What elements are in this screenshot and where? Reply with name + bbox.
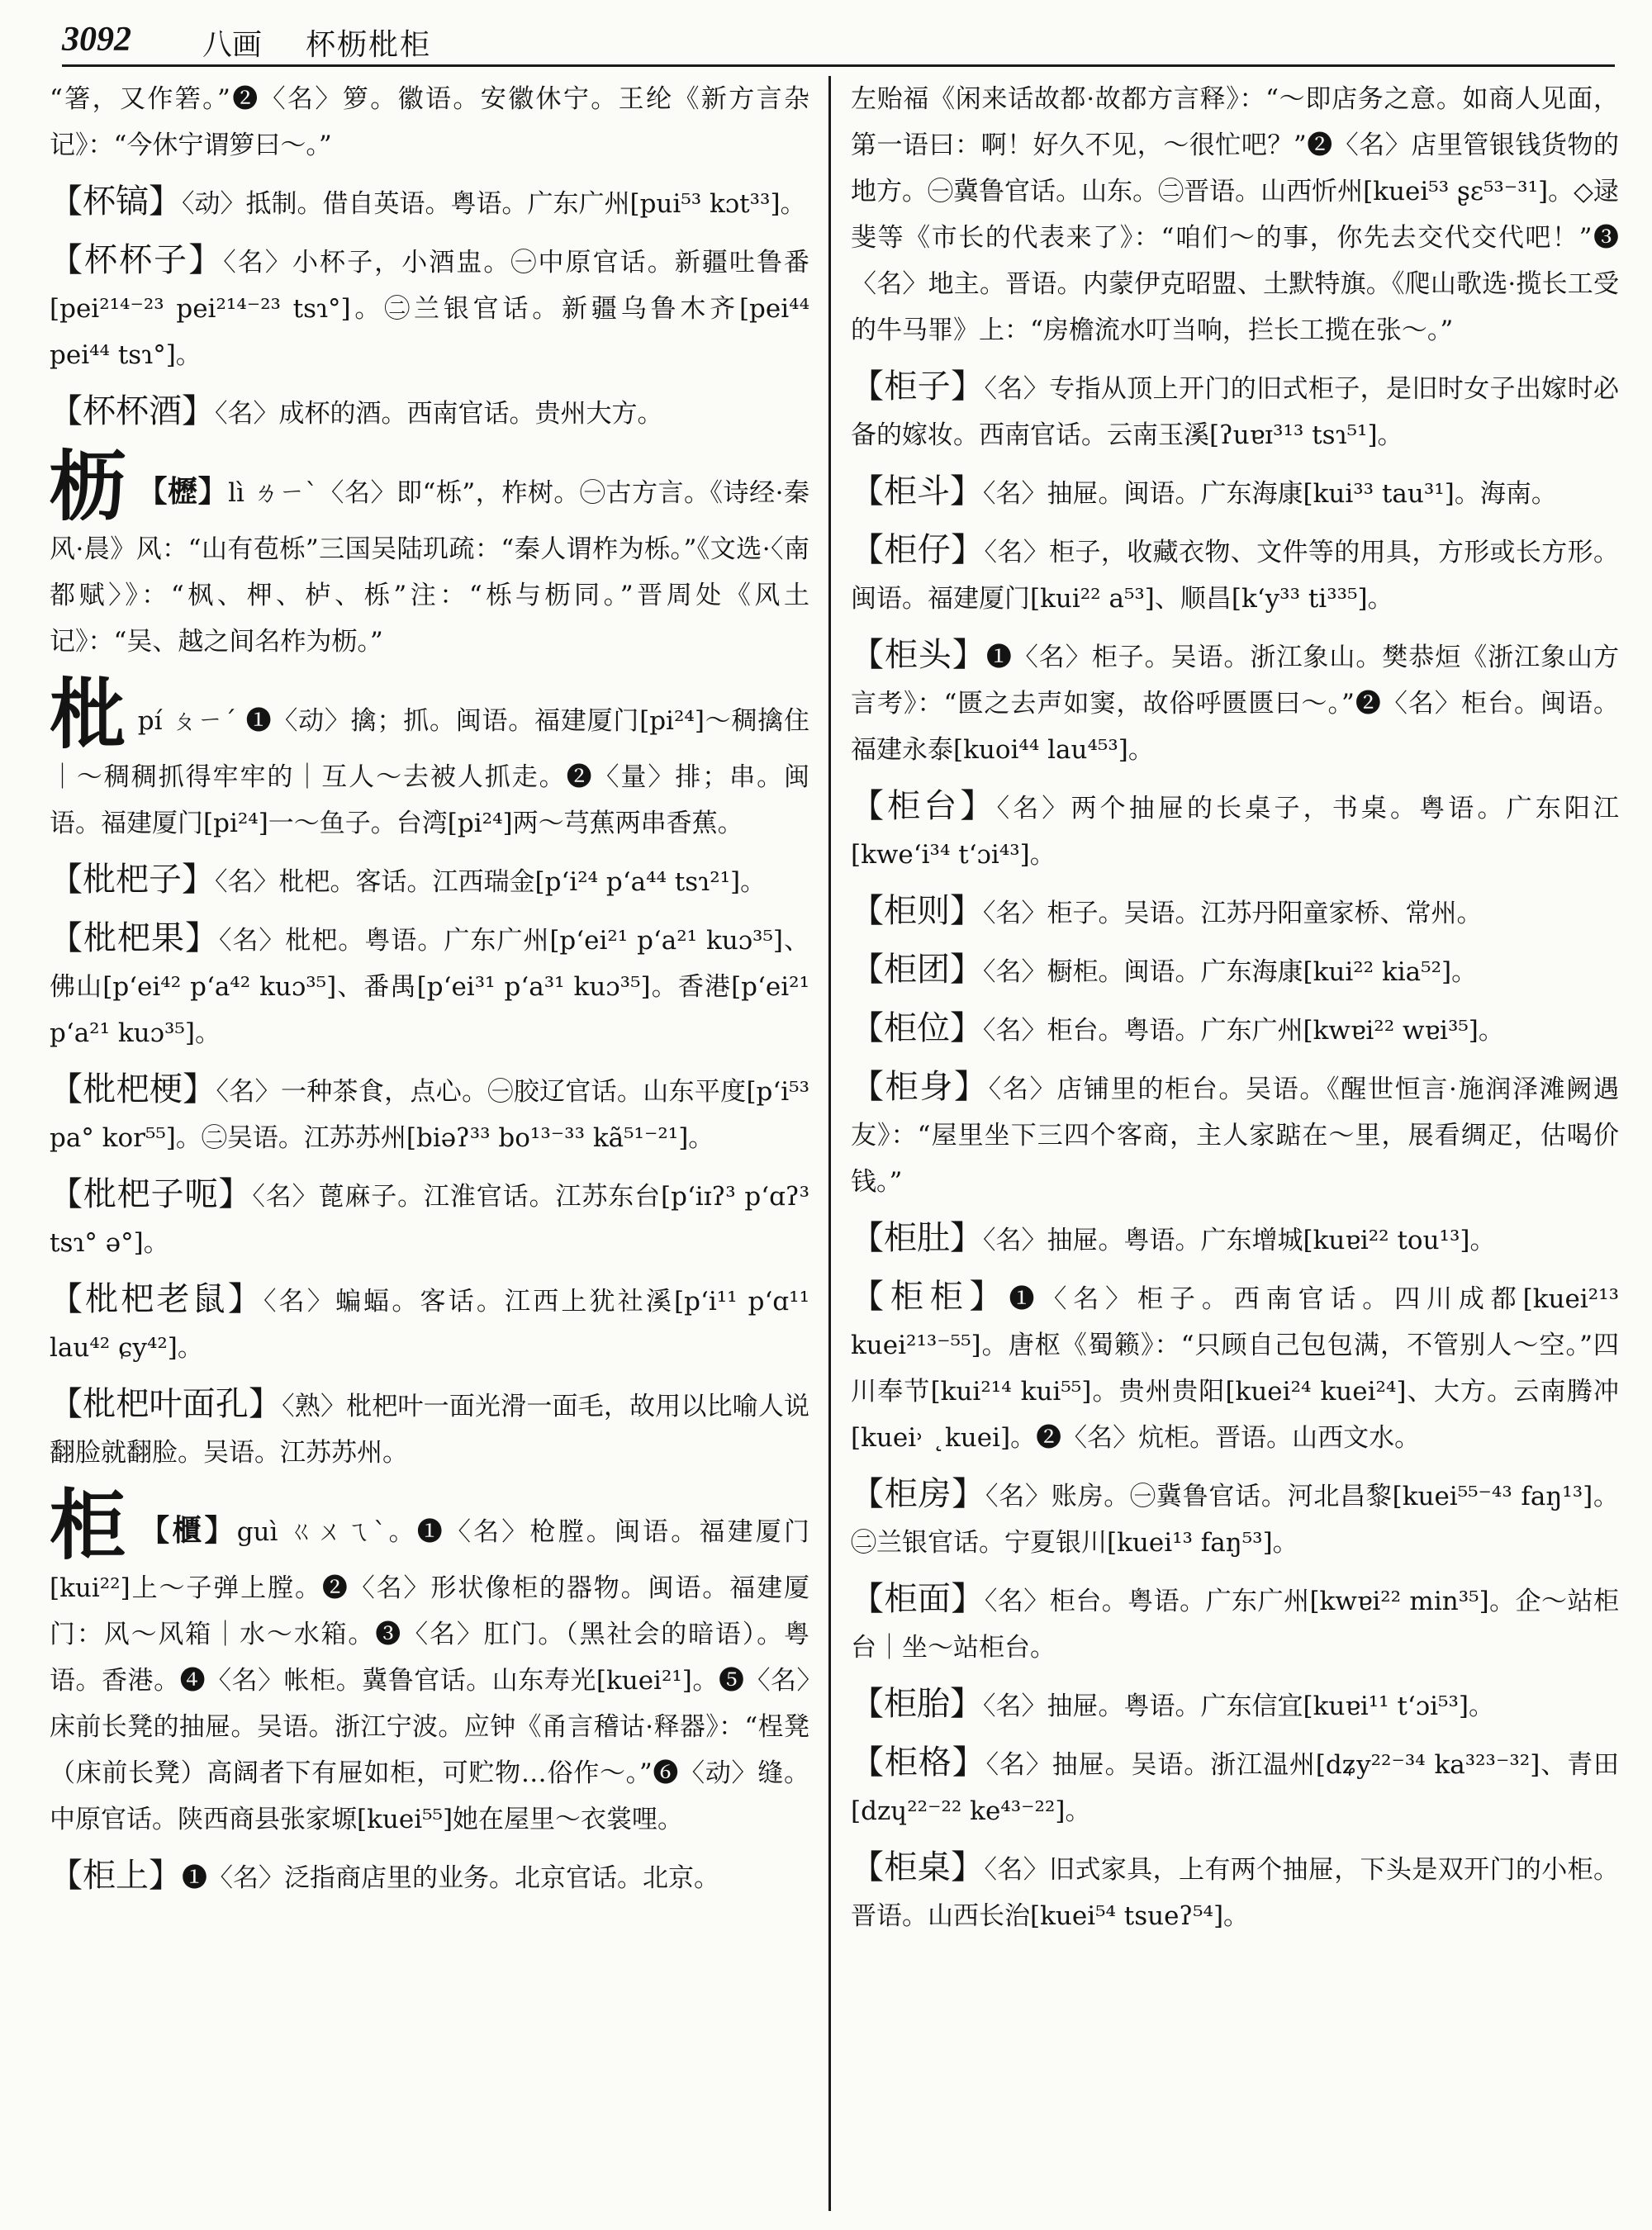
- character-entry: [50, 670, 809, 847]
- dictionary-entry: [851, 632, 1619, 773]
- entry-headword: 【柜则】: [851, 892, 983, 930]
- entry-headword: 【柜身】: [851, 1068, 989, 1106]
- character-entry: [50, 1481, 809, 1843]
- dictionary-entry: [851, 1576, 1619, 1671]
- column-divider: [828, 76, 831, 2211]
- dictionary-entry: [50, 1066, 809, 1161]
- entry-body: 〈名〉成杯的酒。西南官话。贵州大方。: [215, 399, 663, 429]
- entry-body: 〈名〉抽屉。吴语。浙江温州[dʑy²²⁻³⁴ ka³²³⁻³²]、青田[dzɥ²²⁻²² ke⁴³⁻²²]。: [851, 1750, 1619, 1826]
- entry-body: 〈动〉抵制。借自英语。粤语。广东广州[pui⁵³ kɔt³³]。: [182, 189, 806, 219]
- entry-headword: 【杯杯酒】: [50, 392, 215, 430]
- dictionary-entry: [851, 1739, 1619, 1834]
- variant-form: 【櫪】: [137, 474, 229, 509]
- variant-form: 【櫃】: [140, 1513, 237, 1548]
- header-characters: 杯枥枇柜: [306, 28, 432, 62]
- entry-continuation: 左贻福《闲来话故都·故都方言释》：“～即店务之意。如商人见面，第一语曰：啊！好久不见，～很忙吧？”❷〈名〉店里管银钱货物的地方。㊀冀鲁官话。山东。㊁晋语。山西忻州[kuei⁵³ ʂɛ⁵³⁻³¹]。◇逯斐等《市长的代表来了》：“咱们～的事，你先去交代交代吧！”❸〈名〉地主。晋语。内蒙伊克昭盟、土默特旗。《爬山歌选·揽长工受的牛马罪》上：“房檐流水叮当响，拦长工揽在张～。”: [851, 84, 1619, 345]
- dictionary-entry: [851, 1681, 1619, 1729]
- entry-headword: 【杯杯子】: [50, 241, 224, 279]
- right-column: [851, 76, 1619, 1949]
- entry-body: pí ㄆㄧˊ ❶〈动〉擒；抓。闽语。福建厦门[pi²⁴]～稠擒住｜～稠稠抓得牢牢的｜互人～去被人抓走。❷〈量〉排；串。闽语。福建厦门[pi²⁴]一～鱼子。台湾[pi²⁴]两～芎蕉两串香蕉。: [50, 706, 809, 838]
- entry-body: ❶〈名〉泛指商店里的业务。北京官话。北京。: [182, 1863, 719, 1893]
- entry-body: 〈名〉蓖麻子。江淮官话。江苏东台[p‘iɪʔ³ p‘ɑʔ³ tsɿ° ə°]。: [50, 1182, 809, 1258]
- entry-headword: 【杯镐】: [50, 183, 182, 221]
- entry-body: 〈名〉旧式家具，上有两个抽屉，下头是双开门的小柜。晋语。山西长治[kuei⁵⁴ tsueʔ⁵⁴]。: [851, 1855, 1619, 1931]
- entry-body: 〈名〉一种茶食，点心。㊀胶辽官话。山东平度[p‘i⁵³ pa° kor⁵⁵]。㊁吴语。江苏苏州[biəʔ³³ bo¹³⁻³³ kã⁵¹⁻²¹]。: [50, 1077, 810, 1153]
- dictionary-entry: [851, 783, 1619, 878]
- header-rule: [62, 64, 1615, 67]
- entry-headword: 【柜仔】: [851, 531, 985, 569]
- entry-body: 〈名〉柜子。吴语。江苏丹阳童家桥、常州。: [983, 899, 1483, 928]
- entry-headword: 【枇杷老鼠】: [50, 1280, 264, 1318]
- dictionary-entry: [851, 888, 1619, 937]
- entry-body: 〈名〉抽屉。粤语。广东信宜[kuɐi¹¹ t‘ɔi⁵³]。: [983, 1691, 1494, 1721]
- page-header: [62, 15, 1615, 64]
- entry-body: 〈名〉枇杷。客话。江西瑞金[p‘i²⁴ p‘a⁴⁴ tsɿ²¹]。: [215, 867, 767, 897]
- entry-headword: 【枇杷果】: [50, 919, 219, 957]
- dictionary-entry: [851, 1844, 1619, 1939]
- entry-headword: 【柜位】: [851, 1009, 983, 1047]
- dictionary-entry: [50, 1276, 809, 1371]
- entry-headword: 【柜子】: [851, 368, 985, 406]
- left-column: [50, 76, 809, 1911]
- dictionary-entry: [851, 1215, 1619, 1264]
- dictionary-entry: [50, 388, 809, 437]
- entry-body: 〈名〉专指从顶上开门的旧式柜子，是旧时女子出嫁时必备的嫁妆。西南官话。云南玉溪[ʔuɐɪ³¹³ tsɿ⁵¹]。: [851, 374, 1619, 450]
- entry-body: 〈熟〉枇杷叶一面光滑一面毛，故用以比喻人说翻脸就翻脸。吴语。江苏苏州。: [50, 1392, 810, 1468]
- entry-headword: 【柜肚】: [851, 1219, 983, 1257]
- entry-body: guì ㄍㄨㄟˋ。❶〈名〉枪膛。闽语。福建厦门[kui²²]上～子弹上膛。❷〈名〉形状像柜的器物。闽语。福建厦门：风～风箱｜水～水箱。❸〈名〉肛门。（黑社会的暗语）。粤语。香港。❹〈名〉帐柜。冀鲁官话。山东寿光[kuei²¹]。❺〈名〉床前长凳的抽屉。吴语。浙江宁波。应钟《甬言稽诂·释器》：“桯凳（床前长凳）高阔者下有屉如柜，可贮物…俗作～。”❻〈动〉缝。中原官话。陕西商县张家塬[kuei⁵⁵]她在屋里～衣裳哩。: [50, 1517, 809, 1834]
- entry-body: lì ㄌㄧˋ〈名〉即“栎”，柞树。㊀古方言。《诗经·秦风·晨》风：“山有苞栎”三国吴陆玑疏：“秦人谓柞为栎。”《文选·〈南都赋〉》：“枫、柙、栌、栎”注：“栎与枥同。”晋周处《风土记》：“吴、越之间名柞为枥。”: [50, 478, 809, 657]
- entry-body: 〈名〉柜台。粤语。广东广州[kwɐi²² wɐi³⁵]。: [983, 1016, 1504, 1046]
- entry-headword: 【柜上】: [50, 1857, 182, 1895]
- entry-body: 〈名〉两个抽屉的长桌子，书桌。粤语。广东阳江[kwe‘i³⁴ t‘ɔi⁴³]。: [851, 794, 1620, 870]
- entry-headword: 【柜台】: [851, 787, 997, 825]
- dictionary-entry: [851, 527, 1619, 622]
- entry-body: ❶〈名〉柜子。西南官话。四川成都[kuei²¹³ kuei²¹³⁻⁵⁵]。唐枢《蜀籁》：“只顾自己包包满，不管别人～空。”四川奉节[kui²¹⁴ kui⁵⁵]。贵州贵阳[kuei²⁴ kuei²⁴]、大方。云南腾冲[kuei˒ ˛kuei]。❷〈名〉炕柜。晋语。山西文水。: [851, 1284, 1620, 1453]
- dictionary-entry: [851, 468, 1619, 517]
- entry-body: 〈名〉橱柜。闽语。广东海康[kui²² kia⁵²]。: [983, 957, 1478, 987]
- dictionary-entry: [50, 915, 809, 1056]
- entry-headword: 【枇杷梗】: [50, 1070, 216, 1108]
- dictionary-entry: [50, 1171, 809, 1266]
- entry-body: 〈名〉枇杷。粤语。广东广州[p‘ei²¹ p‘a²¹ kuɔ³⁵]、佛山[p‘ei⁴² p‘a⁴² kuɔ³⁵]、番禺[p‘ei³¹ p‘a³¹ kuɔ³⁵]。香港[p‘ei²¹ p‘a²¹ kuɔ³⁵]。: [50, 926, 809, 1048]
- entry-headword: 【柜房】: [851, 1475, 986, 1513]
- dictionary-entry: [50, 856, 809, 905]
- entry-body: 〈名〉小杯子，小酒盅。㊀中原官话。新疆吐鲁番[pei²¹⁴⁻²³ pei²¹⁴⁻²³ tsɿ°]。㊁兰银官话。新疆乌鲁木齐[pei⁴⁴ pei⁴⁴ tsɿ°]。: [50, 248, 810, 370]
- dictionary-entry: [851, 1471, 1619, 1566]
- entry-body: 〈名〉店铺里的柜台。吴语。《醒世恒言·施润泽滩阙遇友》：“屋里坐下三四个客商，主人家踮在～里，展看绸疋，估喝价钱。”: [851, 1075, 1619, 1197]
- page-number: 3092: [62, 21, 131, 59]
- dictionary-entry: [851, 363, 1619, 458]
- entry-body: 〈名〉抽屉。闽语。广东海康[kui³³ tau³¹]。海南。: [983, 479, 1557, 509]
- dictionary-entry: [851, 1064, 1619, 1205]
- entry-body: 〈名〉柜台。粤语。广东广州[kwɐi²² min³⁵]。企～站柜台｜坐～站柜台。: [851, 1587, 1619, 1663]
- entry-headword: 【柜胎】: [851, 1685, 983, 1723]
- entry-headword: 【柜团】: [851, 951, 983, 989]
- head-character: 枇: [50, 670, 126, 759]
- dictionary-entry: [851, 1005, 1619, 1054]
- entry-headword: 【柜柜】: [851, 1278, 1009, 1316]
- entry-headword: 【枇杷子呃】: [50, 1175, 253, 1213]
- entry-headword: 【柜斗】: [851, 472, 983, 510]
- dictionary-entry: [50, 237, 809, 378]
- entry-body: 〈名〉账房。㊀冀鲁官话。河北昌黎[kuei⁵⁵⁻⁴³ faŋ¹³]。㊁兰银官话。宁夏银川[kuei¹³ faŋ⁵³]。: [851, 1482, 1620, 1558]
- entry-body: ❶〈名〉柜子。吴语。浙江象山。樊恭烜《浙江象山方言考》：“匮之去声如窦，故俗呼匮匮曰～。”❷〈名〉柜台。闽语。福建永泰[kuoi⁴⁴ lau⁴⁵³]。: [851, 643, 1620, 765]
- dictionary-entry: [50, 1381, 809, 1476]
- entry-body: 〈名〉蝙蝠。客话。江西上犹社溪[p‘i¹¹ p‘ɑ¹¹ lau⁴² ɕy⁴²]。: [50, 1287, 810, 1363]
- dictionary-entry: [851, 947, 1619, 995]
- entry-headword: 【柜面】: [851, 1580, 985, 1618]
- entry-body: 〈名〉柜子，收藏衣物、文件等的用具，方形或长方形。闽语。福建厦门[kui²² a⁵³]、顺昌[k‘y³³ ti³³⁵]。: [851, 538, 1619, 614]
- character-entry: [50, 442, 809, 665]
- section-label: 八画: [202, 28, 263, 62]
- head-character: 枥: [50, 442, 126, 531]
- head-character: 柜: [50, 1481, 129, 1570]
- entry-headword: 【枇杷子】: [50, 861, 215, 899]
- dictionary-entry: [50, 178, 809, 227]
- entry-headword: 【枇杷叶面孔】: [50, 1385, 282, 1423]
- entry-continuation: “箸，又作箬。”❷〈名〉箩。徽语。安徽休宁。王纶《新方言杂记》：“今休宁谓箩曰～。”: [50, 84, 809, 160]
- entry-headword: 【柜头】: [851, 636, 986, 674]
- entry-body: 〈名〉抽屉。粤语。广东增城[kuɐi²² tou¹³]。: [983, 1226, 1496, 1255]
- entry-headword: 【柜格】: [851, 1744, 986, 1782]
- dictionary-entry: [50, 1853, 809, 1901]
- entry-headword: 【柜桌】: [851, 1848, 985, 1886]
- dictionary-entry: [851, 1274, 1619, 1461]
